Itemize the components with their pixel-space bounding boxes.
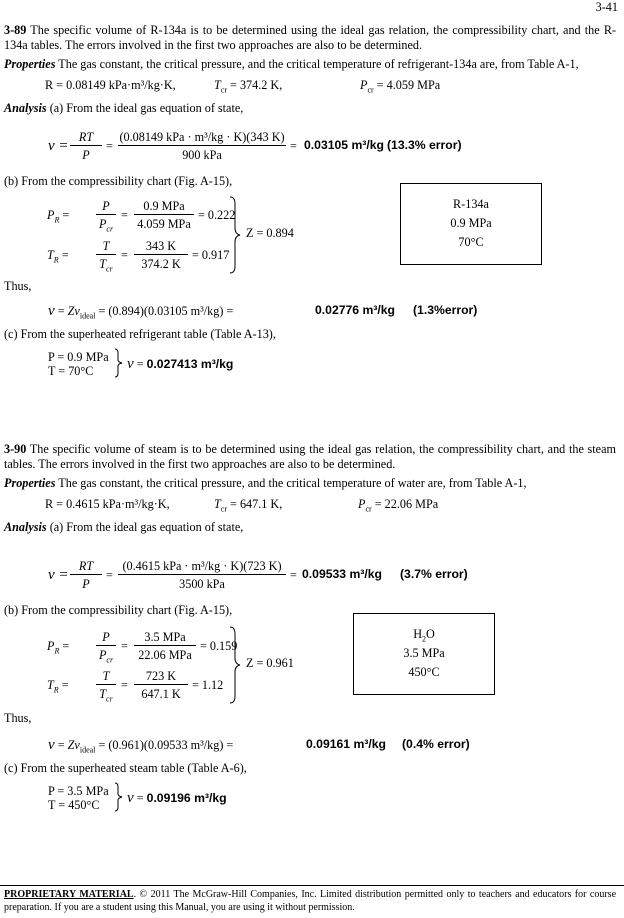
c-label-90: (c) From the superheated steam table (Table A-6), (4, 761, 247, 775)
reduced-pressure-symbol: $P_R$ = (47, 208, 70, 225)
tr-den-89: 374.2 K (141, 257, 181, 271)
b-calc-90: = (0.961)(0.09533 m³/kg) = (98, 738, 234, 752)
footer-rule (0, 885, 624, 886)
box-fluid: $H_2O$ (413, 627, 435, 644)
b-result-89: 0.02776 m³/kg (315, 303, 395, 317)
state-box-90 (353, 613, 495, 695)
reduced-temp-symbol: $T_R$ = (47, 678, 69, 695)
pr-den-symbol: $P_{cr}$ (98, 217, 114, 234)
a-denominator-90: 3500 kPa (179, 577, 225, 591)
z-nu-ideal-90: $v = Zv_{ideal} = (0.961)(0.09533$ m³/kg) = (48, 737, 234, 755)
critical-temp-89: $T_{cr} = 374.2$ K, (214, 78, 283, 95)
c-result-89: 0.027413 m³/kg (146, 357, 234, 371)
a-error-89: (13.3% error) (387, 138, 462, 152)
fraction-bar (96, 645, 116, 646)
a-numerator-90: (0.4615 kPa · m³/kg · K)(723 K) (122, 559, 282, 573)
equals: = (121, 639, 128, 653)
box-temperature: 450°C (408, 665, 440, 679)
state-box-89 (400, 183, 542, 265)
problem-89-statement: The specific volume of R-134a is to be determined using the ideal gas relation, the compressibility chart, and the R-134a tables. The errors involved in the first two approaches are also to be determined. (4, 23, 617, 52)
box-pressure: 3.5 MPa (403, 646, 445, 660)
reduced-pressure-symbol: $P_R$ = (47, 639, 70, 656)
pr-num-symbol: P (102, 199, 110, 213)
properties-label: Properties (4, 476, 56, 490)
analysis-label: Analysis (4, 520, 47, 534)
equals: = (106, 139, 113, 153)
a-numerator-89: (0.08149 kPa · m³/kg · K)(343 K) (119, 130, 285, 144)
critical-temp-90: $T_{cr} = 647.1$ K, (214, 497, 283, 514)
equals: = (121, 678, 128, 692)
problem-90-number: 3-90 (4, 442, 27, 456)
equals: = (290, 139, 297, 153)
gas-constant-89: R = 0.08149 kPa·m³/kg·K, (45, 78, 176, 92)
tr-num-symbol: T (102, 239, 110, 253)
a-result-89: 0.03105 m³/kg (304, 138, 384, 152)
page-number: 3-41 (595, 0, 618, 14)
critical-temp-89-value: = 374.2 K, (230, 78, 283, 92)
tr-den-symbol: $T_{cr}$ (99, 257, 113, 274)
c-nu-90: v = 0.09196 m³/kg (127, 790, 227, 806)
fraction-bar (118, 145, 286, 146)
rt-fraction-den: P (82, 577, 90, 591)
problem-89-intro (4, 23, 616, 53)
problem-90-properties (4, 476, 616, 491)
problem-90-statement: The specific volume of steam is to be determined using the ideal gas relation, the compressibility chart, and the steam tables. The errors involved in the first two approaches are also to be determined. (4, 442, 616, 471)
reduced-temp-symbol: $T_R$ = (47, 248, 69, 265)
pr-num-symbol: P (102, 630, 110, 644)
pr-den-89: 4.059 MPa (137, 217, 191, 231)
tr-den-90: 647.1 K (141, 687, 181, 701)
b-error-90: (0.4% error) (402, 737, 470, 751)
right-brace-icon (114, 348, 124, 378)
properties-text: The gas constant, the critical pressure, and the critical temperature of refrigerant-134a are, from Table A-1, (58, 57, 579, 71)
problem-89-properties (4, 57, 616, 72)
fraction-bar (134, 254, 188, 255)
analysis-a-text: (a) From the ideal gas equation of state, (49, 520, 244, 534)
box-temperature: 70°C (458, 235, 484, 249)
box-pressure: 0.9 MPa (450, 216, 492, 230)
nu-symbol: v = (48, 138, 69, 154)
equals: = (121, 208, 128, 222)
b-error-89: (1.3%error) (413, 303, 478, 317)
pr-den-symbol: $P_{cr}$ (98, 648, 114, 665)
fraction-bar (134, 684, 188, 685)
analysis-89-a (4, 102, 243, 114)
pr-value-90: = 0.159 (200, 639, 238, 653)
b-label-90: (b) From the compressibility chart (Fig. A-15), (4, 603, 233, 617)
critical-temp-90-value: = 647.1 K, (230, 497, 283, 511)
pr-num-89: 0.9 MPa (143, 199, 185, 213)
fraction-bar (134, 214, 194, 215)
c-temperature-90: T = 450°C (48, 798, 100, 812)
a-error-90: (3.7% error) (400, 567, 468, 581)
equals: = (290, 568, 297, 582)
problem-90-intro (4, 442, 616, 472)
c-temperature-89: T = 70°C (48, 364, 94, 378)
critical-pressure-90-value: = 22.06 MPa (374, 497, 439, 511)
box-fluid: R-134a (453, 197, 489, 211)
fraction-bar (134, 645, 196, 646)
analysis-label: Analysis (4, 101, 47, 115)
c-pressure-89: P = 0.9 MPa (48, 350, 109, 364)
b-label-89: (b) From the compressibility chart (Fig. A-15), (4, 174, 233, 188)
equals: = (121, 248, 128, 262)
thus-89: Thus, (4, 279, 32, 293)
b-calc-89: = (0.894)(0.03105 m³/kg) = (98, 304, 234, 318)
fraction-bar (70, 574, 102, 575)
properties-text: The gas constant, the critical pressure, and the critical temperature of water are, from Table A-1, (58, 476, 527, 490)
critical-pressure-90: $P_{cr} = 22.06$ MPa (358, 497, 439, 514)
tr-value-89: = 0.917 (192, 248, 230, 262)
tr-num-90: 723 K (145, 669, 177, 683)
critical-pressure-89: $P_{cr} = 4.059$ MPa (360, 78, 441, 95)
tr-value-90: = 1.12 (192, 678, 224, 692)
gas-constant-90: R = 0.4615 kPa·m³/kg·K, (45, 497, 170, 511)
c-label-89: (c) From the superheated refrigerant table (Table A-13), (4, 327, 276, 341)
critical-pressure-89-value: = 4.059 MPa (376, 78, 441, 92)
c-nu-89: v = 0.027413 m³/kg (127, 356, 234, 372)
a-denominator-89: 900 kPa (182, 148, 222, 162)
tr-num-89: 343 K (145, 239, 177, 253)
footer-label: PROPRIETARY MATERIAL (4, 889, 134, 900)
rt-fraction-num: RT (78, 130, 94, 144)
nu-symbol: v = (48, 567, 69, 583)
fraction-bar (118, 574, 286, 575)
right-brace-icon (228, 196, 242, 274)
z-value-89: Z = 0.894 (246, 226, 294, 240)
fraction-bar (96, 254, 116, 255)
a-result-90: 0.09533 m³/kg (302, 567, 382, 581)
problem-89-number: 3-89 (4, 23, 27, 37)
b-result-90: 0.09161 m³/kg (306, 737, 386, 751)
right-brace-icon (228, 626, 242, 704)
c-result-90: 0.09196 m³/kg (146, 791, 227, 805)
fraction-bar (70, 145, 102, 146)
rt-fraction-num: RT (78, 559, 94, 573)
footer-text: . © 2011 The McGraw-Hill Companies, Inc. Limited distribution permitted only to teachers and educators for course preparation. If you are a student using this Manual, you are using it without permission. (4, 889, 617, 913)
tr-num-symbol: T (102, 669, 110, 683)
rt-fraction-den: P (82, 148, 90, 162)
properties-label: Properties (4, 57, 56, 71)
pr-value-89: = 0.222 (198, 208, 236, 222)
fraction-bar (96, 214, 116, 215)
right-brace-icon (114, 782, 124, 812)
footer-notice (4, 888, 616, 914)
pr-num-90: 3.5 MPa (144, 630, 186, 644)
equals: = (106, 568, 113, 582)
fraction-bar (96, 684, 116, 685)
pr-den-90: 22.06 MPa (138, 648, 192, 662)
z-value-90: Z = 0.961 (246, 656, 294, 670)
analysis-a-text: (a) From the ideal gas equation of state, (49, 101, 244, 115)
analysis-90-a (4, 521, 243, 533)
z-nu-ideal-89: $v = Zv_{ideal} = (0.894)(0.03105$ m³/kg) = (48, 303, 234, 321)
thus-90: Thus, (4, 711, 32, 725)
c-pressure-90: P = 3.5 MPa (48, 784, 109, 798)
tr-den-symbol: $T_{cr}$ (99, 687, 113, 704)
